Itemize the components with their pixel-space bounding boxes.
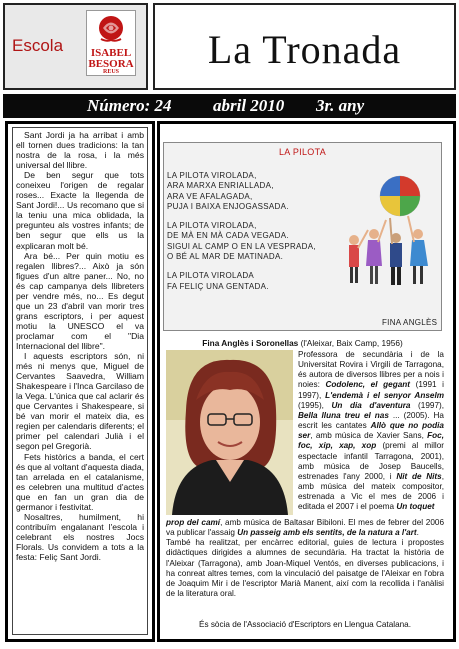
work-title: Nit de Nits (396, 471, 442, 481)
logo-text-1: ISABEL (90, 47, 132, 59)
bio-text-full (166, 518, 444, 599)
bio-text-right (298, 350, 444, 513)
bio-paragraph (298, 350, 444, 513)
bio-text-run: , amb música del mateix compositor, estrenada a Vic el mes de 2006 i editada el 2007 i el poema (298, 471, 444, 512)
bio-paragraph: També ha realitzat, per encàrrec editorial, guies de lectura i propostes didàctiques dirigides a alumnes de secundària. Ha tractat la història de l'Aleixar (Tarragona), amb Joan-Miquel Ventós, en diverses publicacions, i ha conreat altres temes, com la vinculació del paisatge de l'Aleixar en l'obra de Joaquim Mir i de l'escriptor Marià Manent, així com la recollida i l'anàlisi de la literatura oral. (166, 538, 444, 599)
poem-title: LA PILOTA (278, 147, 327, 157)
editorial-paragraph: Nosaltres, humilment, hi contribuïm engalanant l'escola i celebrant els nostres Jocs Florals. Us convidem a tots a la festa: Feliç Sant Jordi. (16, 511, 144, 562)
bio-membership: És sòcia de l'Associació d'Escriptors en Llengua Catalana. (198, 620, 412, 629)
work-title: Un dia d'aventura (331, 400, 411, 410)
poem-line: SIGUI AL CAMP O EN LA VESPRADA, (167, 241, 316, 251)
logo-text-2: BESORA (88, 58, 134, 70)
author-origin: (l'Aleixar, Baix Camp, 1956) (298, 338, 403, 348)
author-name: Fina Anglès i Soronellas (202, 338, 299, 348)
issue-bar (3, 94, 456, 118)
bio-text-run: Ha escrit les cantates (298, 410, 444, 431)
bio-heading (163, 338, 442, 348)
work-title: Un toquet (396, 502, 435, 512)
poem-line: FA FELIÇ UNA GENTADA. (167, 281, 269, 291)
bio-text-run: (premi al millor espectacle infantil Tarragona, 2001), amb música de Josep Baucells, estrenades l'any 2000, i (298, 441, 444, 481)
bio-paragraph (166, 518, 444, 538)
poem-line: DE MÀ EN MÀ CADA VEGADA. (167, 231, 289, 241)
bio-text-run: , amb música de Baltasar Bibiloni. El mes de febrer del 2006 va publicar l'assaig (166, 518, 444, 538)
poem-line: O BÉ AL MAR DE MATINADA. (167, 252, 284, 262)
poem-stanza (167, 271, 342, 292)
editorial-paragraph: Fets històrics a banda, el cert és que al voltant d'aquesta diada, tan arrelada en el catalanisme, es celebren una multitud d'actes que en fan un gran dia de germanor i festivitat. (16, 451, 144, 512)
issue-year: 3r. any (316, 96, 365, 115)
poem-stanza (167, 171, 342, 212)
newspaper-title: La Tronada (207, 27, 402, 72)
editorial-paragraph: Ara bé... Per quin motiu es regalen llibres?... Això ja són figues d'un altre paner... No, no és cap campanya dels llibreters per vendre més, no... Es degut que un 23 d'abril van morir tres grans escriptors, i per aquest motiu la UNESCO el va proclamar com el "Dia Internacional del llibre". (16, 250, 144, 351)
work-title: Allò que no podia ser (298, 421, 444, 441)
school-label: Escola (12, 36, 64, 55)
editorial-column (12, 127, 148, 635)
work-title: prop del camí (166, 518, 221, 527)
work-title: L'endemà i el senyor Anselm (325, 390, 444, 400)
editorial-paragraph: Sant Jordi ja ha arribat i amb ell tornen dues tradicions: la tan nostra de la rosa, i la més universal del llibre. (16, 130, 144, 171)
bio-text-run: ... (2005). (388, 410, 430, 420)
poem-line: PUJA I BAIXA ENJOGASSADA. (167, 201, 289, 211)
poem-text (167, 171, 342, 301)
bio-text-run: (1991 i 1997), (298, 380, 444, 400)
bio-text-run: (1995), (298, 400, 332, 410)
poem-line: ARA MARXA ENRIALLADA, (167, 181, 274, 191)
bio-text-run: . (416, 528, 419, 538)
poem-line: LA PILOTA VIROLADA (167, 271, 255, 281)
logo-text-3: REUS (102, 69, 119, 75)
work-title: Codolenc, el gegant (325, 380, 410, 390)
work-title: Bella lluna treu el nas (298, 410, 389, 420)
issue-date: abril 2010 (213, 96, 285, 115)
poem-line: ARA VE AFALAGADA, (167, 191, 253, 201)
children-with-ball-illustration (340, 174, 436, 298)
editorial-paragraph: I aquests escriptors són, ni més ni menys que, Miguel de Cervantes Saavedra, William Shakespeare i l'Inca Garcilaso de la Vega. L'única que cal aclarir és que Cervantes i Shakespeare, si bé van morir el mateix dia, es regien per calendaris diferents; el primer pel calendari Julià i el segon pel Gregorià. (16, 351, 144, 452)
bio-text-run: Professora de secundària i de la Universitat Rovira i Virgili de Tarragona, és autora de diversos llibres per a nois i noies: (298, 350, 444, 390)
poem-line: LA PILOTA VIROLADA, (167, 171, 257, 180)
bio-text-run: , amb música de Xavier Sans, (310, 431, 428, 441)
bio-text-run: (1997), (410, 400, 444, 410)
work-title: Foc, foc, xip, xap, xop (298, 431, 444, 451)
poem-line: LA PILOTA VIROLADA, (167, 221, 257, 231)
poem-stanza (167, 221, 342, 262)
issue-number: Número: 24 (87, 96, 172, 115)
school-logo (86, 10, 136, 76)
rose-icon (87, 13, 135, 47)
author-photo (166, 350, 293, 515)
work-title: Un passeig amb els sentits, de la natura a l'art (237, 528, 417, 538)
editorial-paragraph: De ben segur que tots coneixeu l'origen de regalar roses... Exacte la llegenda de Sant Jordi!... Us recomano que si la teniu una mica oblidada, la pregunteu als vostres infants; de ben segur que ells us la explicaran molt bé. (16, 170, 144, 251)
poem-author: FINA ANGLÈS (382, 318, 438, 327)
